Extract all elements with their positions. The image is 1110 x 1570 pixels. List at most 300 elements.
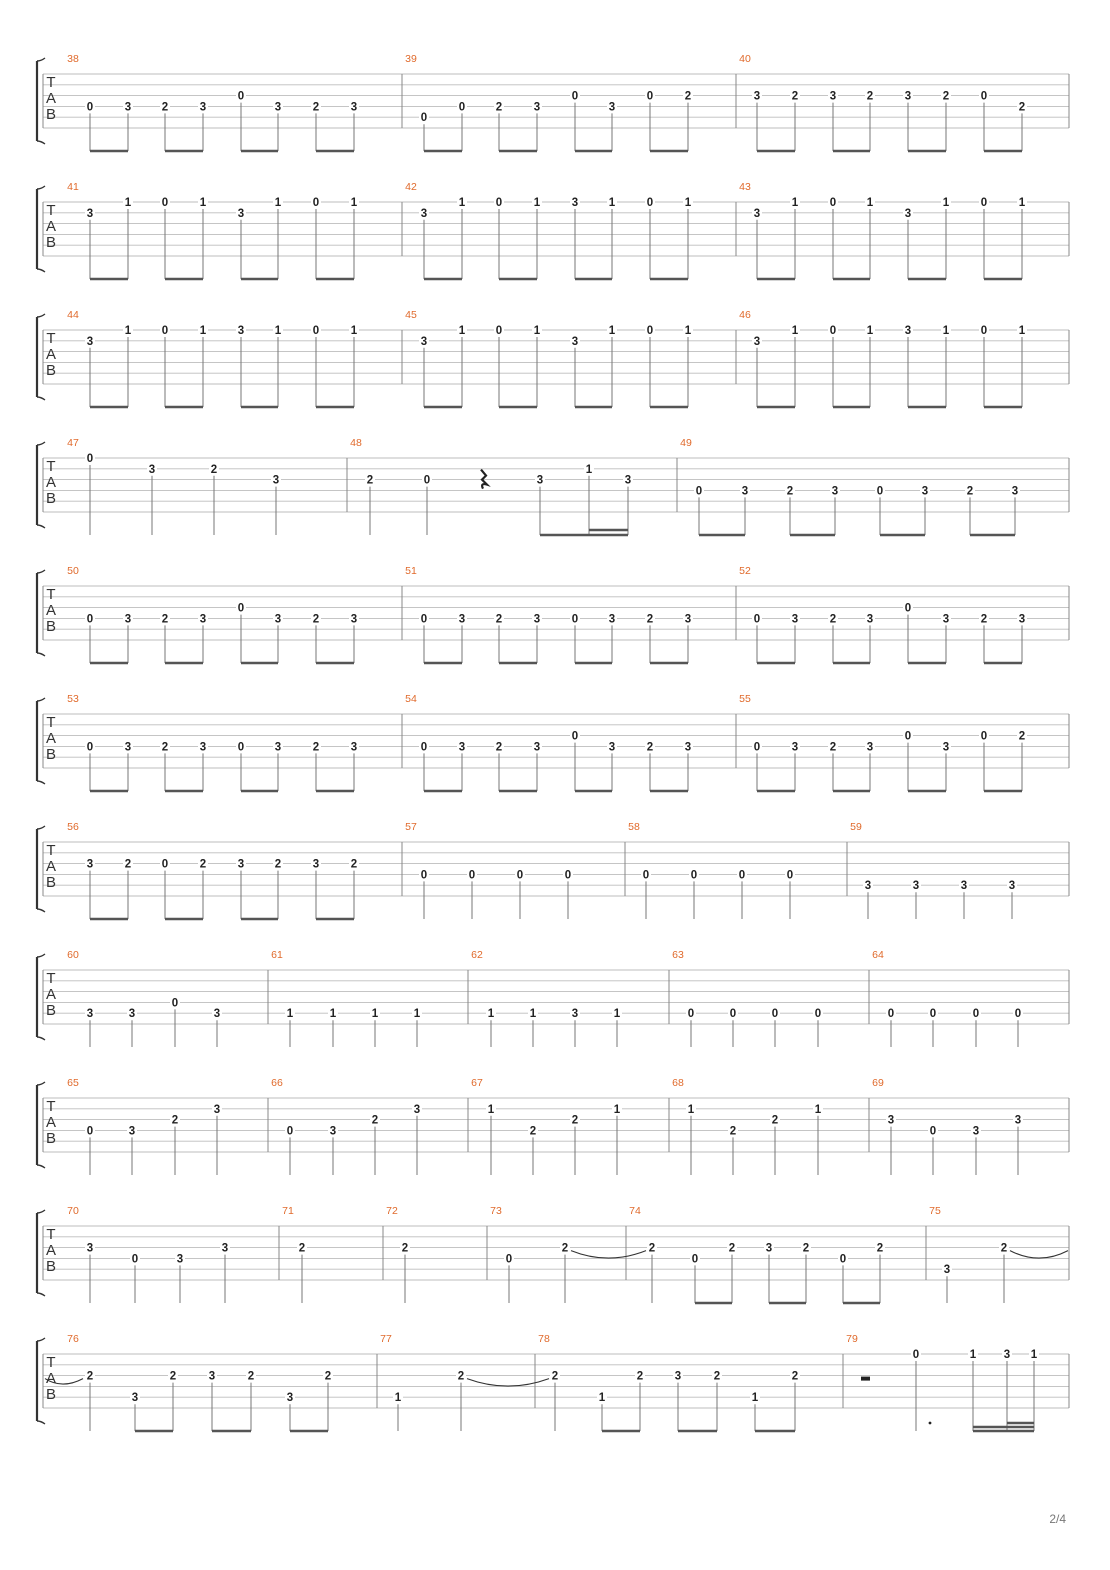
bracket-hook-top [37,1210,45,1213]
tab-clef-letter-b: B [45,618,57,635]
tab-note: 0 [771,1008,779,1021]
tab-clef-letter-a: A [45,986,57,1003]
tab-clef-letter-a: A [45,602,57,619]
tab-note: 0 [171,997,179,1010]
tab-note: 0 [495,197,503,209]
measure-number-46: 46 [739,309,751,321]
tab-note: 0 [86,453,94,465]
tab-note: 0 [237,602,245,615]
tab-note: 0 [729,1008,737,1021]
tab-note: 1 [413,1008,421,1021]
tab-note: 3 [684,741,692,754]
measure-number-42: 42 [405,181,417,193]
tab-note: 1 [529,1008,537,1021]
tab-note: 0 [571,613,579,626]
tab-note: 3 [413,1103,421,1116]
bracket-hook-bottom [37,269,45,272]
bracket-hook-bottom [37,1293,45,1296]
quarter-rest-icon [481,470,487,489]
tab-note: 3 [350,613,358,626]
tab-clef-letter-a: A [45,474,57,491]
tab-note: 3 [458,741,466,754]
tab-note: 1 [286,1008,294,1021]
tab-note: 0 [753,741,761,754]
bracket-hook-top [37,826,45,829]
tab-note: 3 [350,741,358,754]
tab-note: 2 [274,858,282,871]
measure-number-66: 66 [271,1077,283,1089]
tab-note: 1 [199,197,207,209]
bracket-hook-top [37,698,45,701]
bracket-hook-top [37,1338,45,1341]
tab-note: 1 [608,325,616,337]
tab-note: 1 [274,325,282,337]
tab-note: 2 [802,1242,810,1255]
bracket-hook-top [37,570,45,573]
tab-note: 3 [237,207,245,220]
tab-note: 1 [394,1392,402,1405]
tab-note: 0 [86,741,94,754]
tab-clef-letter-b: B [45,106,57,123]
tab-note: 3 [904,207,912,220]
tab-clef-letter-b: B [45,234,57,251]
tab-note: 2 [210,463,218,476]
dot-icon [929,1422,932,1425]
measure-number-39: 39 [405,53,417,65]
bracket-hook-bottom [37,397,45,400]
tab-note: 2 [791,1370,799,1383]
tab-note: 0 [829,325,837,337]
measure-number-76: 76 [67,1333,79,1345]
bracket-hook-top [37,186,45,189]
tab-note: 2 [161,613,169,626]
bracket-hook-bottom [37,653,45,656]
tab-note: 3 [286,1392,294,1405]
tab-note: 2 [457,1370,465,1383]
tab-note: 0 [516,869,524,882]
measure-number-71: 71 [282,1205,294,1217]
tab-note: 3 [350,101,358,114]
measure-number-69: 69 [872,1077,884,1089]
tab-note: 3 [199,613,207,626]
tab-note: 1 [329,1008,337,1021]
tab-clef-letter-t: T [46,1354,56,1371]
tab-note: 3 [765,1242,773,1255]
tab-note: 3 [674,1370,682,1383]
tab-note: 3 [86,1242,94,1255]
tab-note: 1 [487,1103,495,1116]
tab-note: 3 [571,197,579,209]
measure-number-74: 74 [629,1205,641,1217]
tab-note: 1 [866,325,874,337]
tab-note: 2 [684,90,692,103]
tab-note: 3 [124,613,132,626]
tab-note: 0 [571,730,579,743]
measure-number-59: 59 [850,821,862,833]
bracket-hook-top [37,954,45,957]
measure-number-64: 64 [872,949,884,961]
tab-note: 3 [272,474,280,487]
tab-note: 3 [1014,1114,1022,1127]
tab-note: 1 [598,1392,606,1405]
tab-note: 0 [420,741,428,754]
tab-note: 0 [571,90,579,103]
tab-note: 0 [904,602,912,615]
tab-note: 2 [942,90,950,103]
tab-note: 0 [86,101,94,114]
tab-note: 3 [274,613,282,626]
tab-note: 1 [458,197,466,209]
tab-note: 1 [687,1103,695,1116]
tab-note: 3 [124,741,132,754]
tab-note: 2 [728,1242,736,1255]
tab-note: 1 [613,1103,621,1116]
tab-note: 2 [713,1370,721,1383]
tab-note: 1 [684,197,692,209]
tab-clef-letter-t: T [46,586,56,603]
measure-number-62: 62 [471,949,483,961]
tab-note: 3 [329,1125,337,1138]
tab-note: 2 [366,474,374,487]
tab-note: 3 [176,1253,184,1266]
measure-number-38: 38 [67,53,79,65]
tab-note: 0 [237,741,245,754]
tab-clef-letter-t: T [46,202,56,219]
tab-note: 3 [684,613,692,626]
tab-note: 2 [495,741,503,754]
tab-note: 1 [199,325,207,337]
tab-note: 1 [533,325,541,337]
tab-note: 3 [791,613,799,626]
tab-clef-letter-t: T [46,842,56,859]
tab-note: 0 [237,90,245,103]
tab-note: 1 [866,197,874,209]
tab-note: 0 [695,485,703,498]
bracket-hook-top [37,314,45,317]
tab-clef-letter-a: A [45,858,57,875]
bracket-hook-bottom [37,1421,45,1424]
tab-note: 3 [124,101,132,114]
tab-note: 3 [221,1242,229,1255]
tab-note: 3 [213,1103,221,1116]
measure-number-48: 48 [350,437,362,449]
tab-note: 2 [646,741,654,754]
bracket-hook-top [37,1082,45,1085]
tab-clef-letter-a: A [45,730,57,747]
tab-note: 2 [980,613,988,626]
tab-note: 3 [533,613,541,626]
tab-clef-letter-t: T [46,330,56,347]
tab-note: 0 [646,197,654,209]
tab-note: 3 [608,741,616,754]
tab-note: 3 [213,1008,221,1021]
measure-number-70: 70 [67,1205,79,1217]
tab-note: 1 [371,1008,379,1021]
tab-note: 0 [458,101,466,114]
tab-note: 0 [646,325,654,337]
tab-clef-letter-b: B [45,874,57,891]
page-number: 2/4 [1049,1512,1066,1526]
tab-clef-letter-a: A [45,1114,57,1131]
tab-note: 0 [687,1008,695,1021]
tab-note: 3 [237,325,245,337]
measure-number-45: 45 [405,309,417,321]
tab-note: 3 [864,880,872,893]
tab-note: 1 [969,1349,977,1361]
tab-note: 1 [942,197,950,209]
tab-note: 0 [1014,1008,1022,1021]
tab-note: 3 [571,1008,579,1021]
tab-clef-letter-a: A [45,90,57,107]
tab-note: 0 [980,90,988,103]
tab-note: 2 [791,90,799,103]
tab-note: 3 [86,207,94,220]
tab-note: 3 [458,613,466,626]
tab-clef-letter-a: A [45,1370,57,1387]
bracket-hook-bottom [37,525,45,528]
tab-note: 3 [208,1370,216,1383]
tab-note: 2 [401,1242,409,1255]
tab-clef-letter-b: B [45,490,57,507]
tab-note: 3 [921,485,929,498]
measure-number-79: 79 [846,1333,858,1345]
bracket-hook-top [37,442,45,445]
tab-note: 2 [1000,1242,1008,1255]
tab-clef-letter-a: A [45,1242,57,1259]
tab-note: 3 [866,613,874,626]
measure-number-63: 63 [672,949,684,961]
tab-note: 0 [887,1008,895,1021]
tab-note: 0 [420,869,428,882]
tab-clef-letter-t: T [46,1098,56,1115]
measure-number-78: 78 [538,1333,550,1345]
tab-note: 2 [169,1370,177,1383]
tab-note: 1 [814,1103,822,1116]
tab-note: 0 [929,1008,937,1021]
tab-note: 0 [980,730,988,743]
tab-note: 0 [423,474,431,487]
tab-note: 2 [829,613,837,626]
tab-note: 0 [814,1008,822,1021]
tab-note: 0 [912,1349,920,1361]
tab-note: 1 [608,197,616,209]
tab-note: 1 [533,197,541,209]
tab-clef-letter-b: B [45,746,57,763]
tab-note: 0 [980,325,988,337]
tab-note: 3 [128,1125,136,1138]
tab-note: 1 [1030,1349,1038,1361]
tab-note: 3 [791,741,799,754]
tab-note: 3 [533,101,541,114]
measure-number-56: 56 [67,821,79,833]
tab-clef-letter-a: A [45,218,57,235]
tab-note: 0 [505,1253,513,1266]
tab-note: 2 [86,1370,94,1383]
tab-note: 0 [786,869,794,882]
tab-note: 3 [753,90,761,103]
tab-note: 0 [161,197,169,209]
measure-number-73: 73 [490,1205,502,1217]
tab-note: 0 [86,613,94,626]
measure-number-75: 75 [929,1205,941,1217]
tab-note: 0 [161,325,169,337]
tab-note: 2 [495,613,503,626]
tab-note: 1 [791,325,799,337]
tab-note: 3 [1003,1349,1011,1361]
tab-note: 3 [887,1114,895,1127]
tab-note: 3 [86,1008,94,1021]
tab-note: 2 [648,1242,656,1255]
tie-curve [571,1251,646,1259]
tab-note: 1 [124,197,132,209]
tab-note: 3 [199,741,207,754]
measure-number-77: 77 [380,1333,392,1345]
tab-note: 2 [786,485,794,498]
tab-clef-letter-b: B [45,362,57,379]
tab-note: 2 [561,1242,569,1255]
measure-number-54: 54 [405,693,417,705]
bracket-hook-bottom [37,1165,45,1168]
half-rest-icon [861,1377,870,1381]
measure-number-44: 44 [67,309,79,321]
tab-note: 2 [312,101,320,114]
tab-note: 2 [495,101,503,114]
tab-note: 0 [646,90,654,103]
tab-clef-letter-b: B [45,1258,57,1275]
tab-clef-letter-t: T [46,970,56,987]
tab-note: 3 [753,335,761,348]
bracket-hook-bottom [37,141,45,144]
measure-number-47: 47 [67,437,79,449]
tab-clef-letter-a: A [45,346,57,363]
measure-number-68: 68 [672,1077,684,1089]
tab-note: 2 [529,1125,537,1138]
tab-note: 3 [536,474,544,487]
bracket-hook-bottom [37,781,45,784]
tab-clef-letter-t: T [46,1226,56,1243]
tab-clef-letter-t: T [46,458,56,475]
tab-note: 2 [829,741,837,754]
tab-note: 0 [495,325,503,337]
tab-note: 3 [904,325,912,337]
tab-note: 3 [86,335,94,348]
tab-note: 2 [171,1114,179,1127]
tab-note: 0 [312,197,320,209]
tab-note: 0 [131,1253,139,1266]
tab-note: 2 [1018,101,1026,114]
tab-note: 2 [371,1114,379,1127]
measure-number-57: 57 [405,821,417,833]
tab-note: 3 [148,463,156,476]
tab-note: 0 [839,1253,847,1266]
tab-note: 3 [420,207,428,220]
tab-note: 1 [350,325,358,337]
tab-clef-letter-b: B [45,1386,57,1403]
tab-note: 2 [771,1114,779,1127]
tab-note: 2 [551,1370,559,1383]
tab-note: 3 [960,880,968,893]
tab-note: 1 [458,325,466,337]
tab-note: 3 [943,1264,951,1277]
measure-number-50: 50 [67,565,79,577]
tab-note: 3 [1018,613,1026,626]
tab-clef-letter-b: B [45,1002,57,1019]
tab-note: 1 [791,197,799,209]
tab-note: 1 [350,197,358,209]
tab-note: 2 [124,858,132,871]
tab-note: 2 [729,1125,737,1138]
tab-note: 0 [420,112,428,125]
tab-note: 3 [1011,485,1019,498]
tab-note: 0 [980,197,988,209]
tab-note: 0 [753,613,761,626]
tab-note: 3 [942,613,950,626]
tab-note: 0 [312,325,320,337]
tab-note: 2 [866,90,874,103]
measure-number-40: 40 [739,53,751,65]
tab-note: 3 [624,474,632,487]
tab-note: 2 [161,101,169,114]
tab-note: 1 [942,325,950,337]
tab-note: 3 [237,858,245,871]
measure-number-51: 51 [405,565,417,577]
tab-note: 2 [247,1370,255,1383]
tab-clef-letter-b: B [45,1130,57,1147]
measure-number-43: 43 [739,181,751,193]
tab-note: 1 [487,1008,495,1021]
tab-note: 3 [753,207,761,220]
measure-number-55: 55 [739,693,751,705]
tab-note: 2 [350,858,358,871]
tab-note: 1 [1018,325,1026,337]
tab-note: 1 [684,325,692,337]
tab-note: 1 [124,325,132,337]
bracket-hook-bottom [37,909,45,912]
bracket-hook-top [37,58,45,61]
tab-note: 3 [608,613,616,626]
tab-note: 0 [904,730,912,743]
tab-note: 0 [286,1125,294,1138]
tie-curve [467,1379,549,1387]
tab-note: 3 [533,741,541,754]
tab-note: 3 [942,741,950,754]
tab-note: 3 [1008,880,1016,893]
tab-note: 0 [690,869,698,882]
measure-number-60: 60 [67,949,79,961]
tab-note: 0 [876,485,884,498]
measure-number-53: 53 [67,693,79,705]
tab-note: 3 [912,880,920,893]
tab-note: 3 [831,485,839,498]
measure-number-65: 65 [67,1077,79,1089]
tab-note: 2 [199,858,207,871]
tab-note: 2 [298,1242,306,1255]
bracket-hook-bottom [37,1037,45,1040]
measure-number-49: 49 [680,437,692,449]
tab-clef-letter-t: T [46,74,56,91]
tab-note: 2 [571,1114,579,1127]
tab-note: 2 [161,741,169,754]
measure-number-52: 52 [739,565,751,577]
tab-note: 3 [131,1392,139,1405]
tab-note: 0 [86,1125,94,1138]
tab-note: 3 [86,858,94,871]
tie-curve [1010,1251,1068,1259]
tab-note: 3 [829,90,837,103]
tab-note: 2 [324,1370,332,1383]
tab-note: 3 [274,741,282,754]
tab-note: 3 [608,101,616,114]
